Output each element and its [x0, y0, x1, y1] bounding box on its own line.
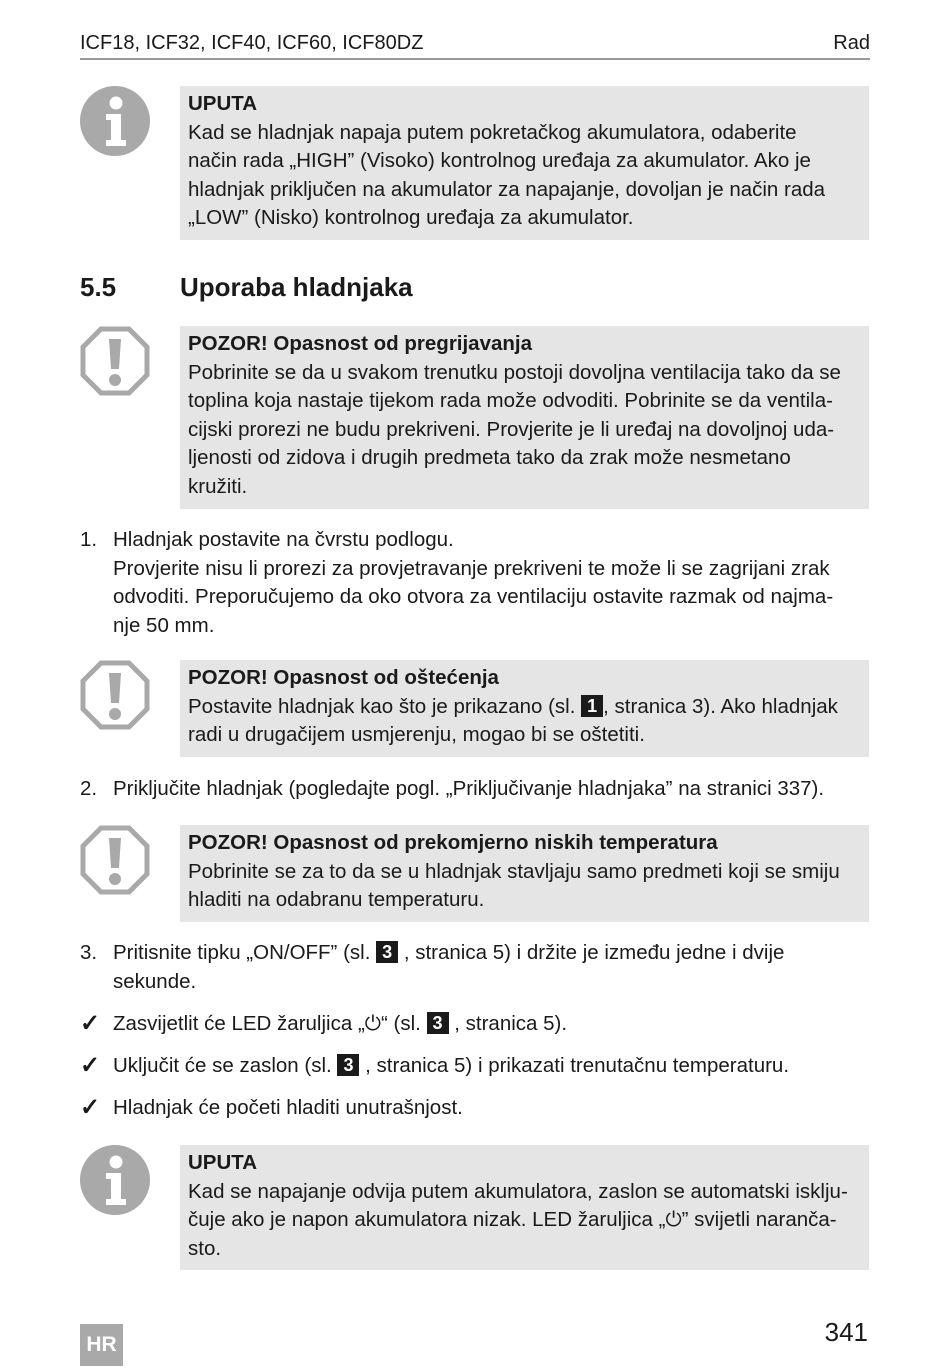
figure-ref-badge: 3 [427, 1012, 449, 1034]
step-line: odvoditi. Preporučujemo da oko otvora za ventilaciju ostavite razmak od najma- [113, 585, 834, 609]
checkmark-icon: ✓ [80, 1052, 101, 1079]
warning-line: radi u drugačijem usmjerenju, mogao bi se oštetiti. [188, 723, 645, 747]
checkmark-icon: ✓ [80, 1010, 101, 1037]
note-title: UPUTA [188, 92, 258, 115]
page-number: 341 [824, 1317, 868, 1347]
list-item [80, 939, 870, 996]
step-number: 1. [80, 528, 98, 551]
note-line: sto. [188, 1236, 222, 1260]
warning-icon [80, 660, 150, 730]
note-title: UPUTA [188, 1151, 258, 1174]
warning-icon [80, 825, 150, 895]
note-box [180, 1145, 869, 1270]
warning-line: kružiti. [188, 474, 248, 498]
note-line: čuje ako je napon akumulatora nizak. LED žaruljica „⏻” svijetli naranča- [188, 1208, 837, 1232]
result-line [113, 1010, 870, 1039]
list-item [80, 1052, 870, 1081]
step-text: , stranica 5) i držite je između jedne i dvije [403, 941, 785, 964]
step-number: 2. [80, 777, 98, 800]
info-icon [80, 1145, 150, 1215]
warning-line: Pobrinite se za to da se u hladnjak stavljaju samo predmeti koji se smiju [188, 859, 840, 883]
step-line: Provjerite nisu li prorezi za provjetravanje prekriveni te može li se zagrijani zrak [113, 556, 830, 580]
warning-box [180, 660, 869, 757]
result-text: Zasvijetlit će LED žaruljica „⏻“ (sl. [113, 1012, 421, 1035]
list-item [80, 775, 870, 804]
warning-line: toplina koja nastaje tijekom rada može odvoditi. Pobrinite se da ventila- [188, 389, 833, 413]
step-line [113, 939, 870, 968]
result-text: Uključit će se zaslon (sl. [113, 1054, 332, 1077]
warning-line: hladiti na odabranu temperaturu. [188, 888, 485, 912]
result-text: , stranica 5) i prikazati trenutačnu temperaturu. [365, 1054, 790, 1077]
list-item [80, 1010, 870, 1039]
warning-box [180, 825, 869, 922]
checkmark-icon: ✓ [80, 1094, 101, 1121]
warning-line: ljenosti od zidova i drugih predmeta tako da zrak može nesmetano [188, 446, 791, 470]
page-header [80, 30, 870, 60]
note-line: „LOW” (Nisko) kontrolnog uređaja za akumulator. [188, 206, 634, 230]
warning-line [188, 693, 861, 722]
warning-text: , stranica 3). Ako hladnjak [603, 694, 838, 718]
note-line: Kad se hladnjak napaja putem pokretačkog akumulatora, odaberite [188, 120, 797, 144]
figure-ref-badge: 3 [376, 941, 398, 963]
warning-line: cijski prorezi ne budu prekriveni. Provjerite je li uređaj na dovoljnoj uda- [188, 417, 835, 441]
step-text: Pritisnite tipku „ON/OFF” (sl. [113, 941, 371, 964]
step-line: Priključite hladnjak (pogledajte pogl. „Priključivanje hladnjaka” na stranici 337). [113, 777, 825, 800]
result-text: , stranica 5). [454, 1012, 568, 1035]
note-line: Kad se napajanje odvija putem akumulatora, zaslon se automatski isklju- [188, 1179, 848, 1203]
note-line: način rada „HIGH” (Visoko) kontrolnog uređaja za akumulator. Ako je [188, 149, 811, 173]
section-number: 5.5 [80, 272, 117, 302]
warning-title: POZOR! Opasnost od oštećenja [188, 666, 499, 689]
result-line [113, 1052, 870, 1081]
warning-title: POZOR! Opasnost od prekomjerno niskih temperatura [188, 831, 718, 854]
step-line: nje 50 mm. [113, 613, 215, 637]
warning-icon [80, 326, 150, 396]
warning-title: POZOR! Opasnost od pregrijavanja [188, 332, 533, 355]
result-line: Hladnjak će početi hladiti unutrašnjost. [113, 1096, 463, 1119]
list-item [80, 1094, 870, 1123]
figure-ref-badge: 1 [581, 695, 603, 717]
note-line: hladnjak priključen na akumulator za napajanje, dovoljan je način rada [188, 177, 826, 201]
section-title: Uporaba hladnjaka [180, 272, 413, 302]
warning-text: Postavite hladnjak kao što je prikazano (sl. [188, 694, 576, 718]
header-models: ICF18, ICF32, ICF40, ICF60, ICF80DZ [80, 32, 424, 54]
warning-line: Pobrinite se da u svakom trenutku postoji dovoljna ventilacija tako da se [188, 360, 841, 384]
list-item [80, 526, 870, 640]
header-section: Rad [833, 32, 870, 54]
step-line: Hladnjak postavite na čvrstu podlogu. [113, 528, 454, 551]
info-icon [80, 86, 150, 156]
step-line: sekunde. [113, 969, 197, 993]
language-tab: HR [80, 1324, 123, 1366]
warning-box [180, 326, 869, 509]
note-box [180, 86, 869, 240]
step-number: 3. [80, 941, 98, 964]
figure-ref-badge: 3 [337, 1054, 359, 1076]
